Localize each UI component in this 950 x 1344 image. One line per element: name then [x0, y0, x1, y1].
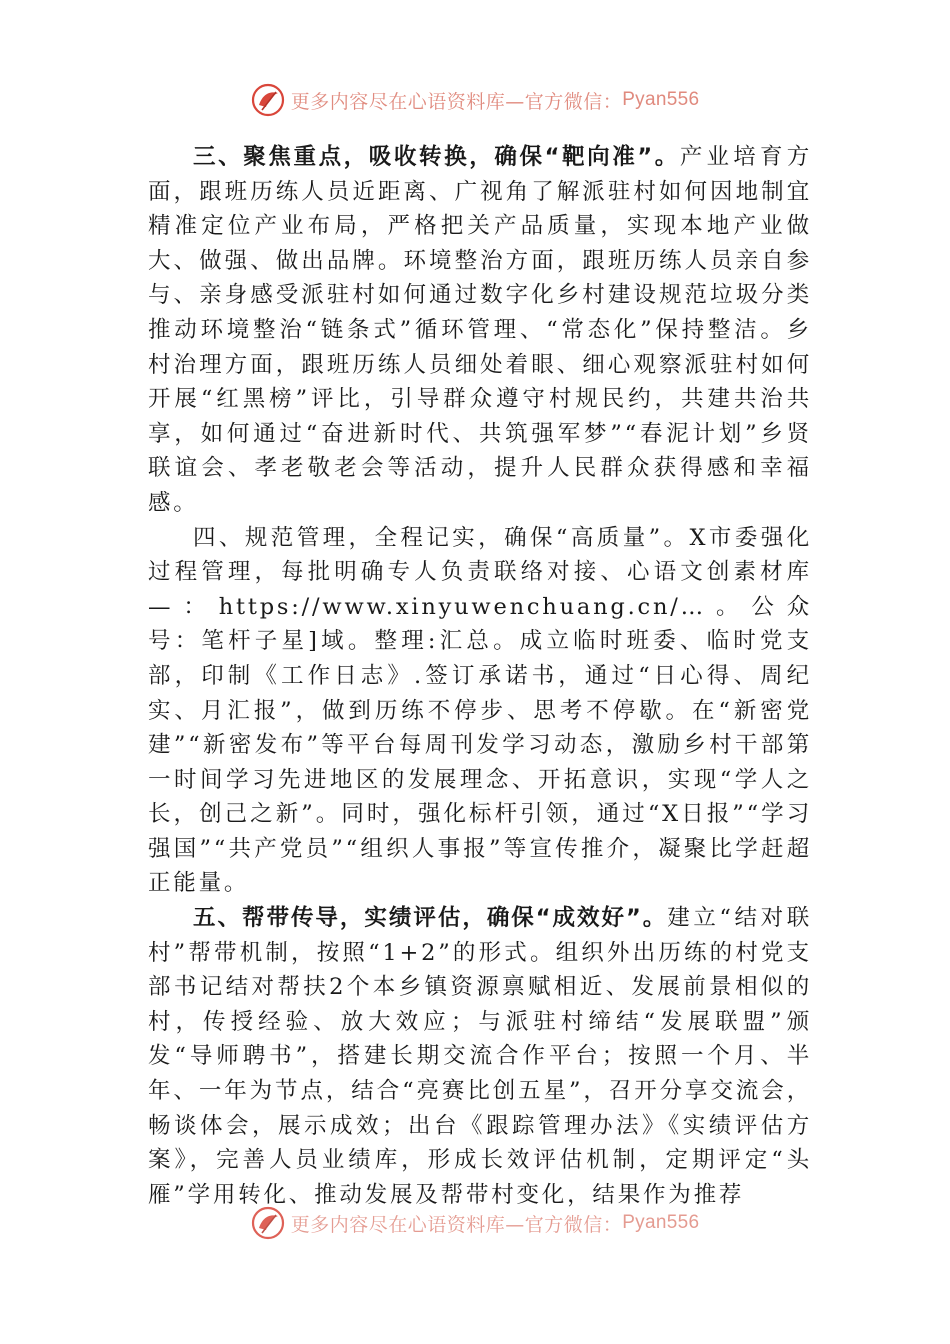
- paragraph-5-heading: 五、帮带传导，实绩评估，确保“成效好”。: [193, 905, 668, 932]
- paragraph-3-heading: 三、聚焦重点，吸收转换，确保“靶向准”。: [193, 144, 680, 170]
- paragraph-4-body: 四、规范管理，全程记实，确保“高质量”。X市委强化过程管理，每批明确专人负责联络对接、心语文创素材库—：https://www.xinyuwenchuang.cn/…。公众号：笔杆子星]域。整理:汇总。成立临时班委、临时党支部，印制《工作日志》.签订承诺书，通过“日心得、周纪实、月汇报”，做到历练不停步、思考不停歇。在“新密党建”“新密发布”等平台每周刊发学习动态，激励乡村干部第一时间学习先进地区的发展理念、开拓意识，实现“学人之长，创己之新”。同时，强化标杆引领，通过“X日报”“学习强国”“共产党员”“组织人事报”等宣传推介，凝聚比学赶超正能量。: [148, 524, 812, 897]
- watermark-header: [0, 80, 950, 120]
- paragraph-3: [148, 140, 812, 521]
- paragraph-5-body: 建立“结对联村”帮带机制，按照“1+2”的形式。组织外出历练的村党支部书记结对帮扶2个本乡镇资源禀赋相近、发展前景相似的村，传授经验、放大效应；与派驻村缔结“发展联盟”颁发“导师聘书”，搭建长期交流合作平台；按照一个月、半年、一年为节点，结合“亮赛比创五星”，召开分享交流会，畅谈体会，展示成效；出台《跟踪管理办法》《实绩评估方案》，完善人员业绩库，形成长效评估机制，定期评定“头雁”学用转化、推动发展及帮带村变化，结果作为推荐: [148, 905, 812, 1208]
- document-body: [148, 140, 812, 1212]
- watermark-text: 更多内容尽在心语资料库—官方微信：: [290, 90, 623, 113]
- paragraph-5: [148, 901, 812, 1212]
- paragraph-3-body: 产业培育方面，跟班历练人员近距离、广视角了解派驻村如何因地制宜精准定位产业布局，严格把关产品质量，实现本地产业做大、做强、做出品牌。环境整治方面，跟班历练人员亲自参与、亲身感受派驻村如何通过数字化乡村建设规范垃圾分类推动环境整治“链条式”循环管理、“常态化”保持整洁。乡村治理方面，跟班历练人员细处着眼、细心观察派驻村如何开展“红黑榜”评比，引导群众遵守村规民约，共建共治共享，如何通过“奋进新时代、共筑强军梦”“春泥计划”乡贤联谊会、孝老敬老会等活动，提升人民群众获得感和幸福感。: [148, 144, 812, 516]
- watermark-footer-wechat-id: Pyan556: [622, 1212, 700, 1233]
- watermark-footer-text: 更多内容尽在心语资料库—官方微信：: [290, 1213, 623, 1236]
- watermark-wechat-id: Pyan556: [622, 89, 700, 110]
- paragraph-4: [148, 521, 812, 902]
- watermark-footer: [0, 1203, 950, 1243]
- logo-icon: [251, 1206, 285, 1240]
- logo-icon: [251, 83, 285, 117]
